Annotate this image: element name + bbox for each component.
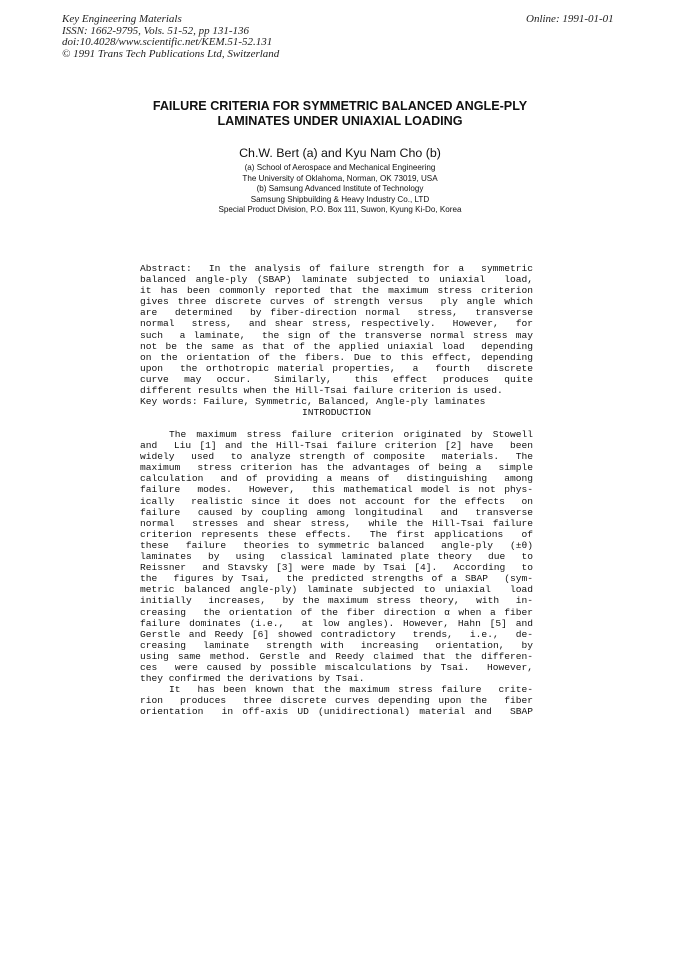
paragraph-line: ically realistic since it does not account for the effects on [140,495,533,507]
paragraph-line: these failure theories to symmetric balanced angle-ply (±θ) [140,539,533,551]
paragraph-line: and Liu [1] and the Hill-Tsai failure criterion [2] have been [140,440,533,452]
paragraph-line: failure dominates (i.e., at low angles). However, Hahn [5] and [140,617,533,629]
paragraph-line: Reissner and Stavsky [3] were made by Tsai [4]. According to [140,562,533,574]
paragraph-line: using same method. Gerstle and Reedy claimed that the differen- [140,650,533,662]
abstract-line: it has been commonly reported that the maximum stress criterion [140,285,533,297]
paragraph-line: calculation and of providing a means of distinguishing among [140,473,533,485]
paper-title [100,99,580,129]
paragraph-line: It has been known that the maximum stress failure crite- [169,684,533,696]
paragraph-line: The maximum stress failure criterion originated by Stowell [169,429,533,440]
paragraph-line: orientation in off-axis UD (unidirectional) material and SBAP [140,706,533,718]
paragraph-line: maximum stress criterion has the advantages of being a simple [140,462,533,474]
paragraph-line: the figures by Tsai, the predicted strengths of a SBAP (sym- [140,573,533,585]
paragraph-line: creasing laminate strength with increasing orientation, by [140,639,533,651]
abstract-line: balanced angle-ply (SBAP) laminate subjected to uniaxial load, [140,274,533,286]
abstract-line: not be the same as that of the applied uniaxial load depending [140,340,533,352]
abstract [140,263,533,407]
affiliation-line: Samsung Shipbuilding & Heavy Industry Co., LTD [250,194,430,204]
paragraph-line: rion produces three discrete curves depending upon the fiber [140,695,533,707]
affiliation-line: (b) Samsung Advanced Institute of Technology [256,184,424,194]
abstract-line: curve may occur. Similarly, this effect produces quite [140,373,533,385]
doi-line: doi:10.4028/www.scientific.net/KEM.51-52.131 [62,36,273,48]
paragraph-line: widely used to analyze strength of composite materials. The [140,451,533,463]
affiliation-line: (a) School of Aerospace and Mechanical Engineering [244,163,436,172]
paragraph-line: metric balanced angle-ply) laminate subjected to uniaxial load [140,584,533,596]
abstract-line: different results when the Hill-Tsai failure criterion is used. [140,385,503,397]
journal-name: Key Engineering Materials [62,13,182,25]
journal-header [62,14,279,60]
paragraph-line: initially increases, by the maximum stress theory, with in- [140,595,533,607]
paragraph-line: failure modes. However, this mathematical model is not phys- [140,484,533,496]
paragraph-line: criterion represents these effects. The first applications of [140,528,533,540]
introduction-body [140,429,533,717]
keywords-line: Key words: Failure, Symmetric, Balanced, Angle-ply laminates [140,396,486,408]
section-heading-introduction: INTRODUCTION [301,407,372,418]
paragraph-line: they confirmed the derivations by Tsai. [140,673,365,685]
abstract-line: gives three discrete curves of strength versus ply angle which [140,296,533,308]
abstract-line: Abstract: In the analysis of failure strength for a symmetric [140,263,533,274]
abstract-line: such a laminate, the sign of the transverse normal stress may [140,329,533,341]
paragraph-line: normal stresses and shear stress, while the Hill-Tsai failure [140,517,533,529]
affiliation-line: The University of Oklahoma, Norman, OK 73019, USA [242,173,438,183]
paragraph-line: failure caused by coupling among longitudinal and transverse [140,506,533,518]
paragraph-line: Gerstle and Reedy [6] showed contradictory trends, i.e., de- [140,628,533,640]
paragraph-line: ces were caused by possible miscalculations by Tsai. However, [140,661,533,673]
abstract-line: on the orientation of the fibers. Due to this effect, depending [140,351,533,363]
paragraph-line: creasing the orientation of the fiber direction α when a fiber [140,606,533,618]
abstract-line: normal stress, and shear stress, respectively. However, for [140,318,533,330]
issn-line: ISSN: 1662-9795, Vols. 51-52, pp 131-136 [62,24,249,37]
online-date: Online: 1991-01-01 [526,13,614,25]
affiliations [100,163,580,216]
paragraph-line: laminates by using classical laminated plate theory due to [140,551,533,563]
abstract-line: are determined by fiber-direction normal stress, transverse [140,307,533,319]
copyright-line: © 1991 Trans Tech Publications Ltd, Switzerland [62,47,280,60]
title-line-1: FAILURE CRITERIA FOR SYMMETRIC BALANCED ANGLE-PLY [152,99,528,113]
authors: Ch.W. Bert (a) and Kyu Nam Cho (b) [239,146,441,160]
title-line-2: LAMINATES UNDER UNIAXIAL LOADING [217,114,463,128]
abstract-line: upon the orthotropic material properties, a fourth discrete [140,362,533,374]
affiliation-line: Special Product Division, P.O. Box 111, Suwon, Kyung Ki-Do, Korea [218,205,462,215]
